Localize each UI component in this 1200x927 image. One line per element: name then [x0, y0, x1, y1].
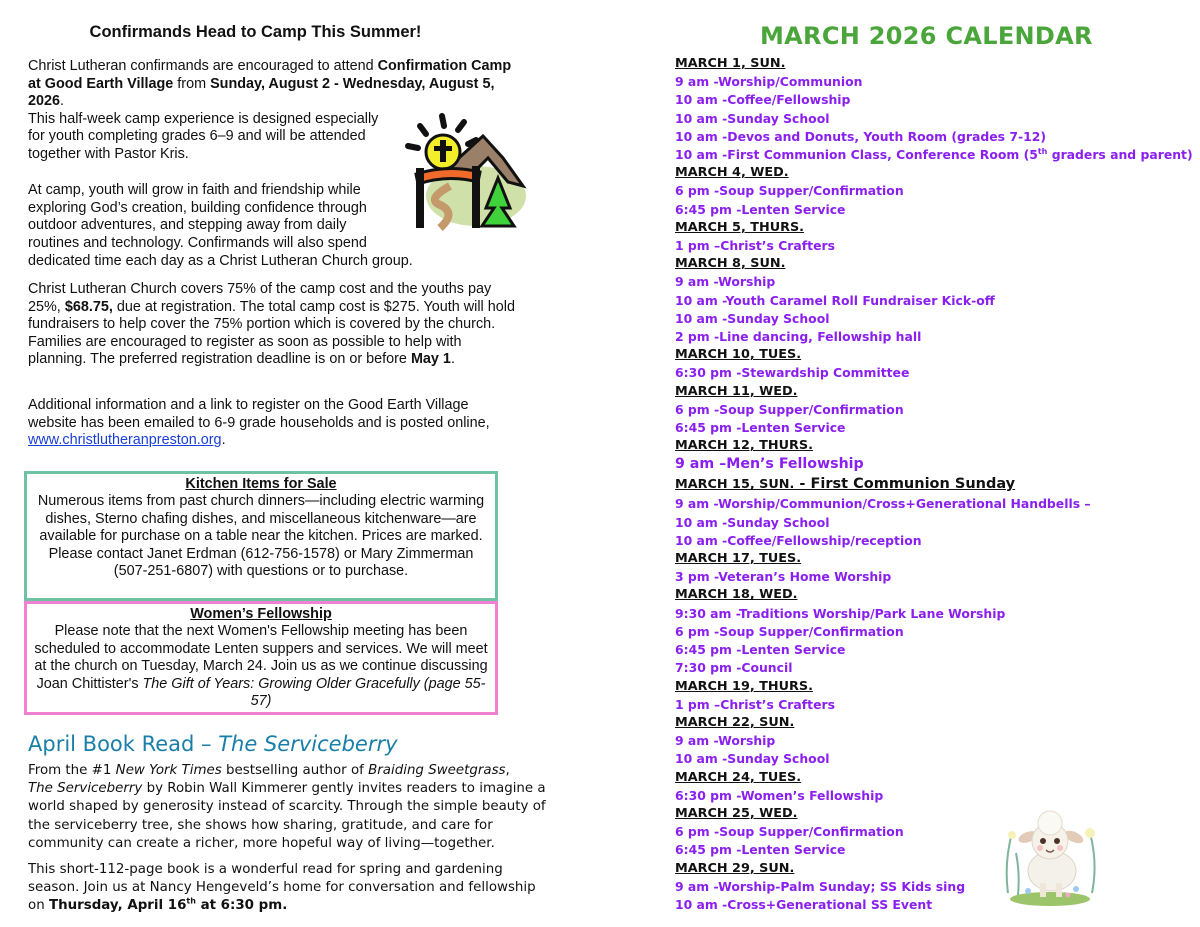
- calendar-date: MARCH 12, THURS.: [675, 438, 813, 454]
- womens-fellowship-title: Women’s Fellowship: [190, 606, 332, 622]
- calendar-day-heading: [675, 164, 1195, 182]
- youth-cost: $68.75,: [64, 298, 113, 315]
- text: ,: [505, 763, 510, 778]
- book-read-title: [28, 732, 398, 756]
- calendar-day-heading: [675, 346, 1195, 364]
- calendar-event: 9 am -Worship/Communion/Cross+Generational Handbells –: [675, 496, 1091, 512]
- camp-article-title: Confirmands Head to Camp This Summer!: [89, 23, 422, 41]
- calendar-date: MARCH 29, SUN.: [675, 860, 795, 876]
- event-time: at 6:30 pm.: [195, 898, 288, 914]
- calendar-date: MARCH 11, WED.: [675, 383, 798, 399]
- calendar-event: 6:30 pm -Stewardship Committee: [675, 365, 910, 381]
- camp-paragraph-2-end: [28, 253, 518, 271]
- text: This half-week camp experience is designed especially for youth completing grades 6–9 and will be attended together with Pastor Kris.: [28, 110, 379, 162]
- calendar-event: 10 am -Youth Caramel Roll Fundraiser Kick-off: [675, 292, 995, 308]
- text: Christ Lutheran Church covers 75% of the camp cost and the youths pay 25%,: [28, 281, 492, 315]
- text: This short-112-page book is a wonderful read for spring and gardening season. Join us at Nancy Hengeveld’s home for conversation and fellowship on: [28, 862, 536, 914]
- camp-paragraph-3: [28, 281, 518, 369]
- calendar-event: 6 pm -Soup Supper/Confirmation: [675, 183, 904, 199]
- calendar-event: 6:45 pm -Lenten Service: [675, 201, 846, 217]
- calendar-day-heading: [675, 219, 1195, 237]
- calendar-date: MARCH 24, TUES.: [675, 769, 802, 785]
- calendar-event: 6:30 pm -Women’s Fellowship: [675, 787, 884, 803]
- book-paragraph-2: [28, 861, 548, 916]
- deadline: May 1: [410, 351, 451, 368]
- womens-fellowship-body: [33, 623, 489, 710]
- text: .: [221, 432, 226, 449]
- calendar-event: 10 am -First Communion Class, Conference Room (5th graders and parent): [675, 146, 1193, 163]
- calendar-event: 10 am -Cross+Generational SS Event: [675, 896, 933, 912]
- calendar-day-heading: [675, 437, 1195, 455]
- event-date: Thursday, April 16: [48, 898, 187, 914]
- calendar-date: MARCH 10, TUES.: [675, 347, 802, 363]
- camp-paragraph-4: [28, 397, 518, 450]
- text: .: [450, 351, 455, 368]
- calendar-event: 10 am -Coffee/Fellowship: [675, 92, 851, 108]
- calendar-event: 7:30 pm -Council: [675, 660, 793, 676]
- calendar-day-heading: [675, 714, 1195, 732]
- calendar-date: MARCH 1, SUN.: [675, 56, 786, 71]
- calendar-event: 10 am -Sunday School: [675, 310, 830, 326]
- text: Christ Lutheran confirmands are encouraged to attend: [28, 58, 378, 74]
- calendar-event: 10 am -Sunday School: [675, 110, 830, 126]
- text: due at registration. The total camp cost is $275. Youth will hold fundraisers to help cover the 75% portion which is covered by the church. Families are encouraged to register as soon as possible to help with planning. The preferred registration deadline is on or before: [28, 298, 515, 368]
- calendar-event: 2 pm -Line dancing, Fellowship hall: [675, 329, 922, 345]
- calendar-day-heading: [675, 550, 1195, 568]
- calendar-title: MARCH 2026 CALENDAR: [760, 22, 1093, 50]
- calendar-day-heading: [675, 474, 1195, 495]
- superscript: th: [1037, 146, 1048, 156]
- lamb-with-flowers-icon: [998, 803, 1102, 907]
- kitchen-items-body: Numerous items from past church dinners—including electric warming dishes, Sterno chafing dishes, and miscellaneous kitchenware—are available for purchase on a table near the kitchen. Prices are marked. Please contact Janet Erdman (612-756-1578) or Mary Zimmerman (507-251-6807) with questions or to purchase.: [37, 493, 485, 580]
- kitchen-items-title: Kitchen Items for Sale: [185, 476, 337, 492]
- calendar-date: MARCH 8, SUN.: [675, 256, 786, 272]
- calendar-list: [675, 55, 1195, 914]
- book-paragraph-1: [28, 762, 548, 853]
- text: April Book Read –: [28, 732, 219, 756]
- text: bestselling author of: [221, 763, 369, 778]
- calendar-event: 9 am -Worship-Palm Sunday; SS Kids sing: [675, 878, 966, 894]
- calendar-date: MARCH 18, WED.: [675, 587, 798, 603]
- calendar-date: MARCH 17, TUES.: [675, 551, 802, 567]
- calendar-day-heading: [675, 678, 1195, 696]
- calendar-event: 1 pm –Christ’s Crafters: [675, 696, 835, 712]
- calendar-day-heading: [675, 383, 1195, 401]
- calendar-event: 9 am -Worship: [675, 274, 776, 290]
- calendar-event: 6:45 pm -Lenten Service: [675, 842, 846, 858]
- camp-dates: Sunday, August 2 - Wednesday, August 5, 2026: [28, 75, 495, 110]
- text: From the #1: [28, 763, 116, 778]
- camp-cross-sun-mountain-icon: [398, 108, 528, 238]
- calendar-event: 6:45 pm -Lenten Service: [675, 420, 846, 436]
- calendar-day-heading: [675, 805, 1195, 823]
- calendar-date: MARCH 25, WED.: [675, 805, 798, 821]
- camp-name: Confirmation Camp at Good Earth Village: [28, 58, 512, 92]
- calendar-date: MARCH 22, SUN.: [675, 714, 795, 730]
- calendar-day-note: - First Communion Sunday: [794, 476, 1016, 493]
- text: Braiding Sweetgrass: [368, 763, 506, 778]
- calendar-date: MARCH 15, SUN.: [675, 477, 795, 493]
- calendar-event: 6:45 pm -Lenten Service: [675, 642, 846, 658]
- text: .: [60, 93, 65, 110]
- calendar-event: 10 am -Sunday School: [675, 751, 830, 767]
- calendar-date: MARCH 5, THURS.: [675, 219, 805, 235]
- calendar-event: 10 am -Coffee/Fellowship/reception: [675, 532, 922, 548]
- calendar-date: MARCH 19, THURS.: [675, 678, 813, 694]
- text: by Robin Wall Kimmerer gently invites readers to imagine a world shaped by generosity instead of scarcity. Through the simple beauty of the serviceberry tree, she shows how sharing, gratitude, and care for community can create a richer, more hopeful way of living—together.: [28, 781, 546, 851]
- text: At camp, youth will grow in faith and friendship while exploring God’s creation, building confidence through outdoor adventures, and stepping away from daily routines and technology. Confirmands will also spend: [28, 182, 367, 251]
- calendar-event: 10 am -Devos and Donuts, Youth Room (grades 7-12): [675, 128, 1047, 144]
- calendar-day-heading: [675, 769, 1195, 787]
- calendar-event: 9 am –Men’s Fellowship: [675, 456, 864, 473]
- calendar-date: MARCH 4, WED.: [675, 165, 789, 181]
- calendar-event: 9 am -Worship/Communion: [675, 74, 863, 90]
- calendar-day-heading: [675, 255, 1195, 273]
- text: New York Times: [115, 763, 222, 778]
- text: dedicated time each day as a Christ Lutheran Church group.: [28, 253, 413, 269]
- calendar-day-heading: [675, 55, 1195, 73]
- book-name: The Serviceberry: [218, 732, 398, 756]
- calendar-event: 3 pm -Veteran’s Home Worship: [675, 569, 892, 585]
- text: Additional information and a link to register on the Good Earth Village website has been emailed to 6-9 grade households and is posted online,: [28, 397, 490, 431]
- text: The Serviceberry: [28, 781, 143, 797]
- text: th: [186, 896, 196, 906]
- kitchen-items-box: [24, 471, 498, 601]
- calendar-day-heading: [675, 860, 1195, 878]
- calendar-event: 9 am -Worship: [675, 733, 776, 749]
- womens-fellowship-box: [24, 601, 498, 715]
- calendar-event: 6 pm -Soup Supper/Confirmation: [675, 824, 904, 840]
- church-website-link[interactable]: www.christlutheranpreston.org: [28, 432, 222, 449]
- calendar-event: 1 pm –Christ’s Crafters: [675, 238, 835, 254]
- calendar-event: 6 pm -Soup Supper/Confirmation: [675, 623, 904, 639]
- calendar-event: 10 am -Sunday School: [675, 514, 830, 530]
- calendar-event: 6 pm -Soup Supper/Confirmation: [675, 401, 904, 417]
- calendar-event: 9:30 am -Traditions Worship/Park Lane Worship: [675, 605, 1006, 621]
- book-title: The Gift of Years: Growing Older Gracefully (page 55-57): [142, 675, 486, 710]
- text: Please note that the next Women's Fellowship meeting has been scheduled to accommodate Lenten suppers and services. We will meet at the church on Tuesday, March 24. Join us as we continue discussing Joan Chittister's: [34, 623, 488, 692]
- text: from: [173, 75, 211, 92]
- calendar-day-heading: [675, 586, 1195, 604]
